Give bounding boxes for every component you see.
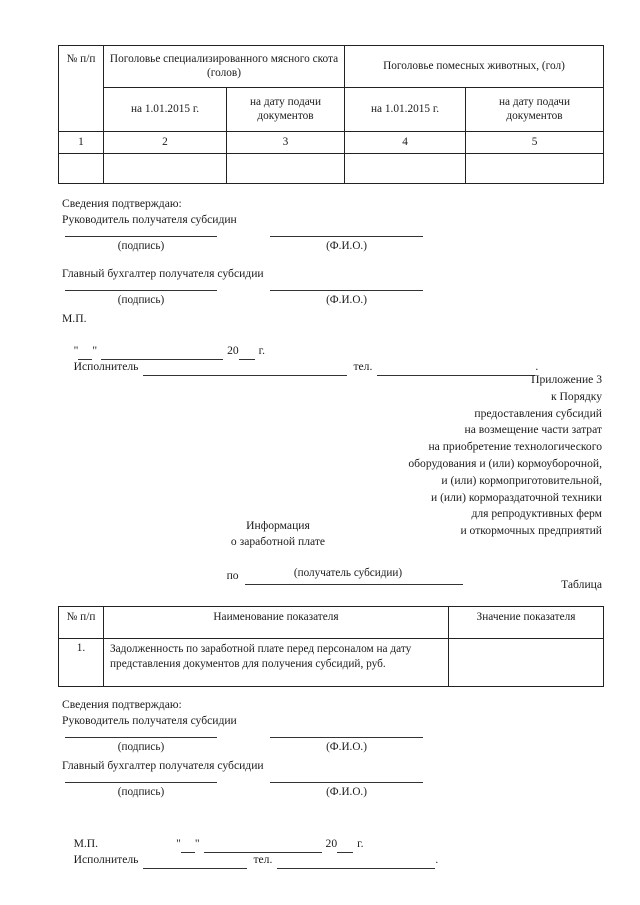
header-cell-specialized-group: Поголовье специализированного мясного скота (голов): [104, 46, 345, 88]
name-caption-top-accountant: (Ф.И.О.): [326, 294, 367, 306]
table-header-row-subheads: [59, 88, 604, 132]
data-cell-np[interactable]: [59, 154, 104, 184]
accountant-name-line-bottom[interactable]: [270, 782, 423, 783]
appendix-header: [272, 372, 602, 540]
date-quote-close-bottom: ": [194, 837, 200, 851]
col-number-2: 2: [104, 132, 227, 154]
row-indicator-value-cell[interactable]: [449, 639, 604, 687]
data-cell-spec-submission[interactable]: [227, 154, 345, 184]
livestock-table: [58, 45, 604, 184]
data-cell-cross-fixed[interactable]: [345, 154, 466, 184]
signature-caption-top-accountant: (подпись): [117, 294, 165, 306]
appendix-line-6: оборудования и (или) кормоуборочной,: [408, 456, 602, 470]
header-cell-np: № п/п: [59, 607, 104, 639]
signature-caption-bottom-accountant: (подпись): [117, 786, 165, 798]
header-cell-crossbred-group: Поголовье помесных животных, (гол): [345, 46, 604, 88]
table-label: Таблица: [561, 578, 602, 591]
phone-label-top: тел.: [353, 360, 373, 374]
date-quote-open-top: ": [73, 344, 79, 358]
header-cell-indicator-value: Значение показателя: [449, 607, 604, 639]
col-number-5: 5: [466, 132, 604, 154]
signature-caption-top-director: (подпись): [117, 240, 165, 252]
by-label: по: [226, 569, 239, 583]
table-header-row: [59, 607, 604, 639]
date-quote-open-bottom: ": [176, 837, 181, 851]
stamp-label-top: М.П.: [62, 312, 87, 325]
appendix-line-3: предоставления субсидий: [474, 406, 602, 420]
date-year-prefix-top: 20: [227, 344, 239, 358]
table-column-number-row: [59, 132, 604, 154]
data-cell-cross-submission[interactable]: [466, 154, 604, 184]
row-number-cell: 1.: [59, 639, 104, 687]
appendix-line-9: для репродуктивных ферм: [471, 507, 602, 521]
table-row: [59, 154, 604, 184]
name-caption-top-director: (Ф.И.О.): [326, 240, 367, 252]
header-cell-np: № п/п: [59, 46, 104, 132]
stamp-label-bottom: М.П.: [73, 837, 99, 851]
phone-period-bottom: .: [435, 853, 439, 867]
confirm-line-bottom: Сведения подтверждаю:: [62, 698, 182, 711]
accountant-signature-line-bottom[interactable]: [65, 782, 217, 783]
appendix-line-5: на приобретение технологического: [428, 440, 602, 454]
director-signature-line-top[interactable]: [65, 236, 217, 237]
info-title-line-1: Информация: [246, 519, 310, 532]
header-cell-cross-date-submission: на дату подачи документов: [466, 88, 604, 132]
director-name-line-bottom[interactable]: [270, 737, 423, 738]
executor-phone-line-bottom[interactable]: [277, 858, 435, 869]
recipient-caption: (получатель субсидии): [293, 567, 403, 579]
header-cell-indicator-name: Наименование показателя: [104, 607, 449, 639]
data-cell-spec-fixed[interactable]: [104, 154, 227, 184]
table-row: [59, 639, 604, 687]
phone-label-bottom: тел.: [253, 853, 273, 867]
executor-name-line-bottom[interactable]: [143, 858, 247, 869]
header-cell-spec-date-fixed: на 1.01.2015 г.: [104, 88, 227, 132]
date-quote-close-top: ": [92, 344, 98, 358]
appendix-line-10: и откормочных предприятий: [460, 524, 602, 538]
accountant-name-line-top[interactable]: [270, 290, 423, 291]
executor-label-bottom: Исполнитель: [73, 853, 139, 867]
accountant-label-top: Главный бухгалтер получателя субсидии: [62, 267, 264, 280]
col-number-3: 3: [227, 132, 345, 154]
header-cell-spec-date-submission: на дату подачи документов: [227, 88, 345, 132]
director-signature-line-bottom[interactable]: [65, 737, 217, 738]
appendix-line-1: Приложение 3: [531, 373, 602, 386]
date-year-suffix-top: г.: [258, 344, 266, 358]
director-label-top: Руководитель получателя субсидин: [62, 213, 237, 226]
confirm-line-top: Сведения подтверждаю:: [62, 197, 182, 210]
table-header-row-groups: [59, 46, 604, 88]
executor-label-top: Исполнитель: [73, 360, 139, 374]
header-cell-cross-date-fixed: на 1.01.2015 г.: [345, 88, 466, 132]
appendix-line-4: на возмещение части затрат: [464, 423, 602, 437]
appendix-line-2: к Порядку: [551, 389, 602, 403]
phone-period-top: .: [535, 360, 539, 374]
director-label-bottom: Руководитель получателя субсидии: [62, 714, 237, 727]
executor-line-bottom: [62, 836, 438, 885]
date-year-prefix-bottom: 20: [325, 837, 338, 851]
info-title-line-2: о заработной плате: [230, 535, 326, 549]
accountant-label-bottom: Главный бухгалтер получателя субсидии: [62, 759, 264, 772]
date-year-suffix-bottom: г.: [357, 837, 364, 851]
name-caption-bottom-accountant: (Ф.И.О.): [326, 786, 367, 798]
row-indicator-name-cell: Задолженность по заработной плате перед персоналом на дату представления документов для получения субсидий, руб.: [104, 639, 449, 687]
name-caption-bottom-director: (Ф.И.О.): [326, 741, 367, 753]
accountant-signature-line-top[interactable]: [65, 290, 217, 291]
wages-table: [58, 606, 604, 687]
col-number-1: 1: [59, 132, 104, 154]
appendix-line-8: и (или) кормораздаточной техники: [430, 490, 602, 504]
info-heading-block: [58, 518, 603, 551]
director-name-line-top[interactable]: [270, 236, 423, 237]
appendix-line-7: и (или) кормоприготовительной,: [441, 473, 602, 487]
col-number-4: 4: [345, 132, 466, 154]
signature-caption-bottom-director: (подпись): [117, 741, 165, 753]
